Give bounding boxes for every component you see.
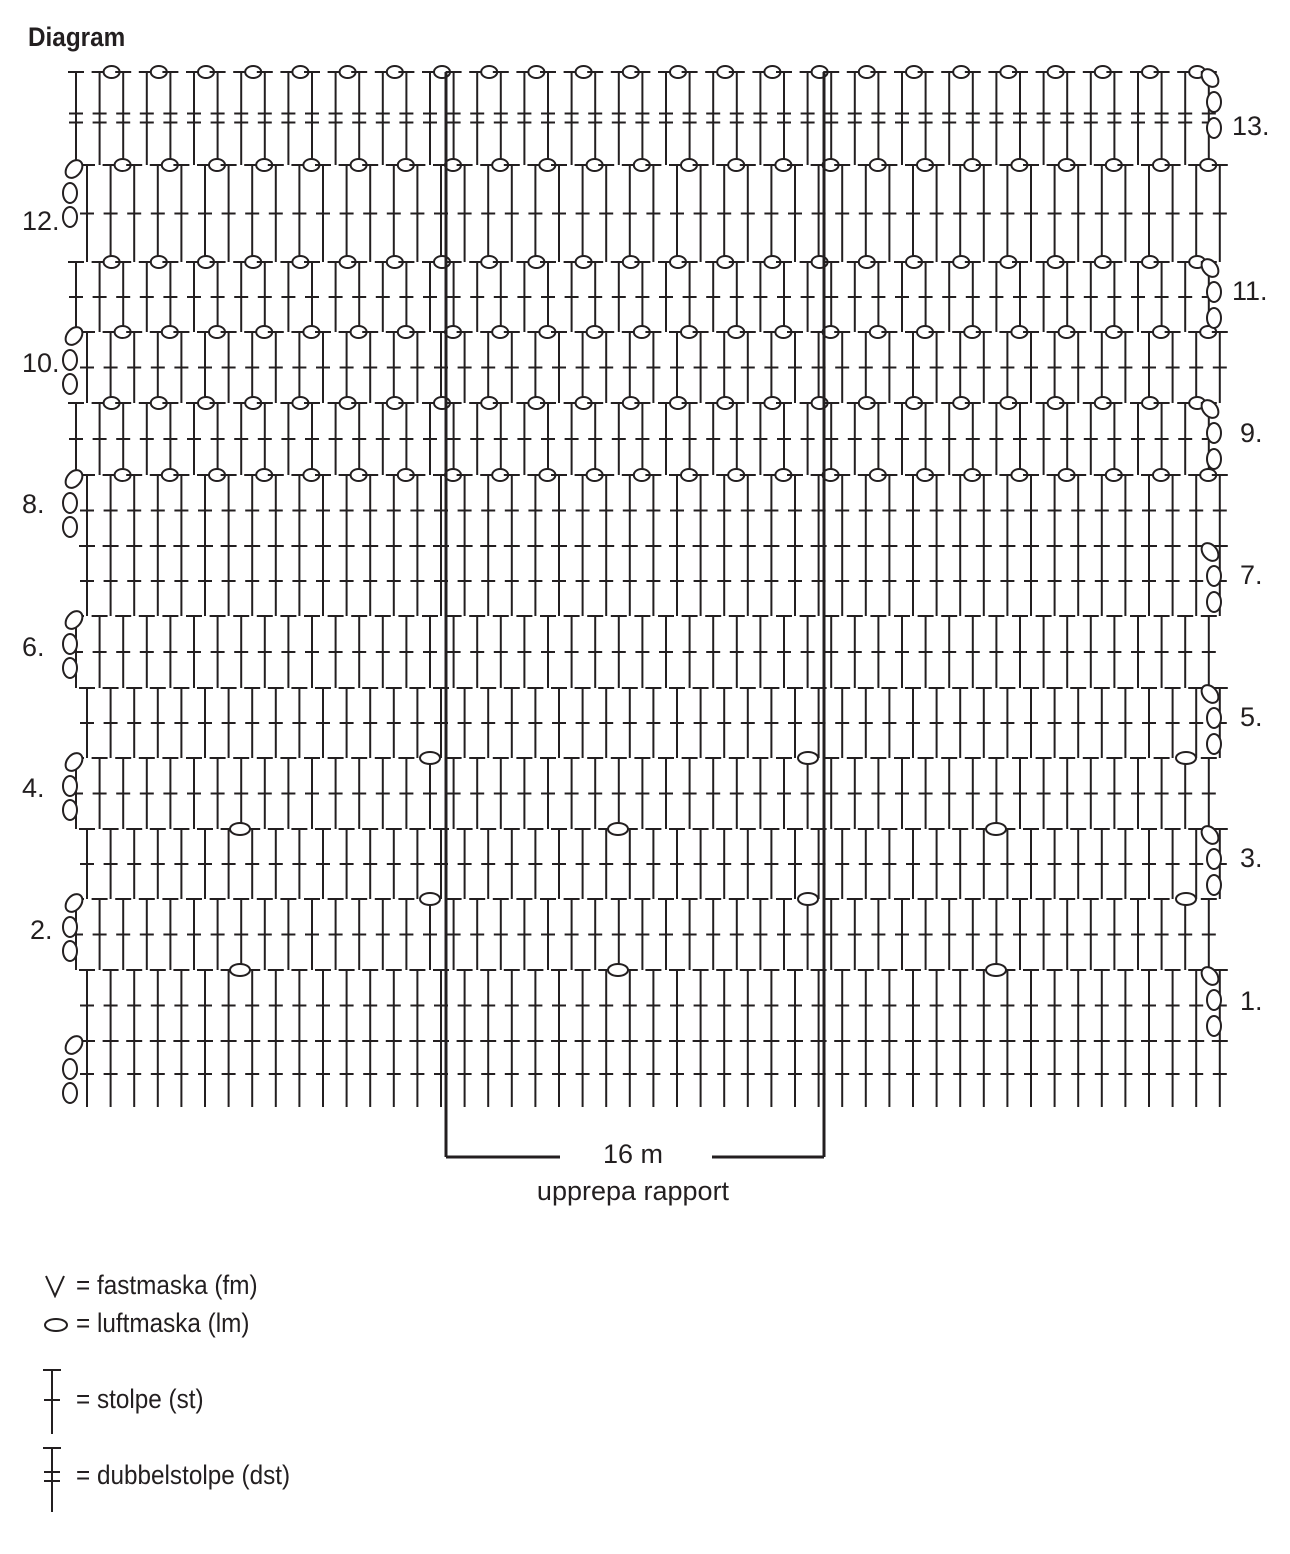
stitch-grid	[62, 66, 1228, 1107]
turning-chain	[63, 1059, 77, 1079]
row-label-8: 8.	[22, 489, 45, 519]
row-label-13: 13.	[1232, 111, 1270, 141]
turning-chain	[62, 467, 86, 491]
row-label-11: 11.	[1232, 276, 1268, 306]
tr-icon	[40, 1446, 64, 1514]
turning-chain	[62, 157, 86, 181]
turning-chain	[1198, 540, 1222, 564]
legend-dc-text: = stolpe (st)	[76, 1384, 204, 1414]
turning-chain	[63, 183, 77, 203]
dc-icon	[40, 1368, 64, 1436]
turning-chain	[1207, 566, 1221, 586]
row-label-7: 7.	[1240, 560, 1263, 590]
turning-chain	[1207, 308, 1221, 328]
turning-chain	[63, 207, 77, 227]
row-label-10: 10.	[22, 348, 60, 378]
legend-sc-text: = fastmaska (fm)	[76, 1270, 258, 1300]
turning-chain	[62, 1033, 86, 1057]
turning-chain	[1198, 682, 1222, 706]
repeat-caption: upprepa rapport	[536, 1176, 730, 1206]
turning-chain	[1207, 592, 1221, 612]
turning-chain	[1207, 92, 1221, 112]
diagram-title: Diagram	[28, 22, 126, 52]
turning-chain	[1207, 1016, 1221, 1036]
turning-chain	[1207, 282, 1221, 302]
turning-chain	[62, 324, 86, 348]
legend-tr-text: = dubbelstolpe (dst)	[76, 1460, 291, 1490]
row-label-6: 6.	[22, 632, 45, 662]
chain-stitch	[608, 964, 628, 976]
chain-stitch	[420, 893, 440, 905]
sc-icon	[44, 1274, 66, 1298]
legend-chain-text: = luftmaska (lm)	[76, 1308, 250, 1338]
chain-stitch	[420, 752, 440, 764]
turning-chain	[1198, 823, 1222, 847]
turning-chain	[63, 941, 77, 961]
repeat-bracket	[446, 72, 824, 1206]
chain-stitch	[230, 964, 250, 976]
turning-chain	[63, 493, 77, 513]
row-label-12: 12.	[22, 206, 60, 236]
chain-stitch	[986, 823, 1006, 835]
row-label-9: 9.	[1240, 418, 1263, 448]
row-label-5: 5.	[1240, 702, 1263, 732]
chain-stitch	[608, 823, 628, 835]
chain-stitch	[1176, 893, 1196, 905]
turning-chain	[63, 350, 77, 370]
chain-stitch	[986, 964, 1006, 976]
turning-chain	[63, 1083, 77, 1103]
chain-icon	[42, 1316, 70, 1334]
row-label-4: 4.	[22, 773, 45, 803]
turning-chain	[63, 517, 77, 537]
turning-chain	[1207, 875, 1221, 895]
turning-chain	[1207, 423, 1221, 443]
turning-chain	[63, 658, 77, 678]
row-label-2: 2.	[30, 915, 53, 945]
turning-chain	[63, 800, 77, 820]
turning-chain	[63, 776, 77, 796]
turning-chain	[62, 750, 86, 774]
turning-chain	[63, 374, 77, 394]
turning-chain	[1198, 964, 1222, 988]
turning-chain	[1207, 708, 1221, 728]
turning-chain	[1207, 118, 1221, 138]
turning-chain	[1207, 449, 1221, 469]
chain-stitch	[798, 752, 818, 764]
repeat-count-label: 16 m	[602, 1139, 664, 1169]
row-labels	[22, 111, 1270, 1016]
chain-stitch	[798, 893, 818, 905]
row-label-3: 3.	[1240, 843, 1263, 873]
turning-chain	[62, 608, 86, 632]
chain-stitch	[1176, 752, 1196, 764]
turning-chain	[1207, 849, 1221, 869]
row-label-1: 1.	[1240, 986, 1263, 1016]
turning-chain	[1207, 734, 1221, 754]
turning-chain	[1207, 990, 1221, 1010]
chain-stitch	[230, 823, 250, 835]
turning-chain	[62, 891, 86, 915]
turning-chain	[63, 917, 77, 937]
turning-chain	[63, 634, 77, 654]
